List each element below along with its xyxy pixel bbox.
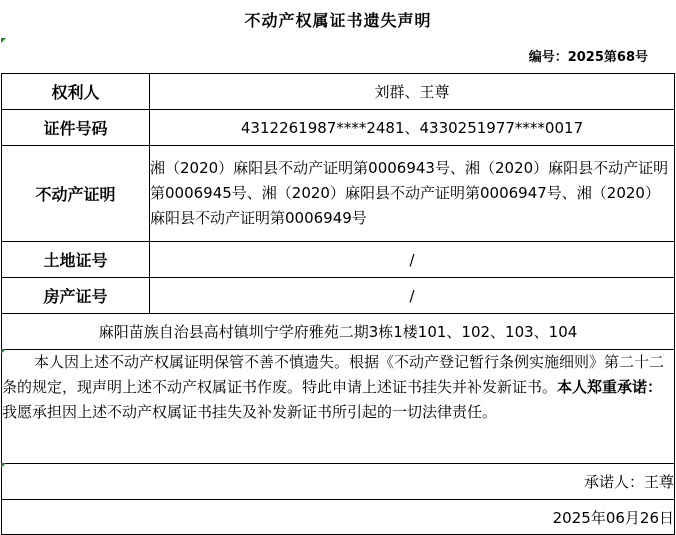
property-address: 麻阳苗族自治县高村镇圳宁学府雅苑二期3栋1楼101、102、103、104 xyxy=(2,314,675,350)
table-row xyxy=(2,350,675,464)
declaration-statement xyxy=(2,350,675,464)
certificate-label: 不动产证明 xyxy=(2,146,150,242)
signer: 承诺人：王尊 xyxy=(2,464,675,500)
declaration-date: 2025年06月26日 xyxy=(2,500,675,535)
declaration-table xyxy=(1,73,675,535)
cell-comment-marker xyxy=(1,349,6,354)
cell-comment-marker xyxy=(1,463,6,468)
cell-comment-marker xyxy=(1,38,6,43)
document-title: 不动产权属证书遗失声明 xyxy=(244,10,432,30)
house-cert-value: / xyxy=(150,278,675,314)
certificate-value: 湘（2020）麻阳县不动产证明第0006943号、湘（2020）麻阳县不动产证明第0006945号、湘（2020）麻阳县不动产证明第0006947号、湘（2020）麻阳县不动产证明第0006949号 xyxy=(150,146,675,242)
statement-commitment-heading: 本人郑重承诺： xyxy=(557,378,663,396)
statement-part-2: 我愿承担因上述不动产权属证书挂失及补发新证书所引起的一切法律责任。 xyxy=(2,403,498,421)
table-row xyxy=(2,242,675,278)
document-number: 编号：2025第68号 xyxy=(528,50,648,65)
holder-label: 权利人 xyxy=(2,74,150,110)
table-row xyxy=(2,314,675,350)
table-row xyxy=(2,464,675,500)
table-row xyxy=(2,500,675,535)
land-cert-label: 土地证号 xyxy=(2,242,150,278)
id-number-value: 4312261987****2481、4330251977****0017 xyxy=(150,110,675,146)
table-row xyxy=(2,146,675,242)
holder-value: 刘群、王尊 xyxy=(150,74,675,110)
house-cert-label: 房产证号 xyxy=(2,278,150,314)
table-row xyxy=(2,74,675,110)
statement-part-1: 本人因上述不动产权属证明保管不善不慎遗失。根据《不动产登记暂行条例实施细则》第二十二条的规定，现声明上述不动产权属证书作废。特此申请上述证书挂失并补发新证书。 xyxy=(2,353,665,396)
id-number-label: 证件号码 xyxy=(2,110,150,146)
table-row xyxy=(2,110,675,146)
land-cert-value: / xyxy=(150,242,675,278)
table-row xyxy=(2,278,675,314)
